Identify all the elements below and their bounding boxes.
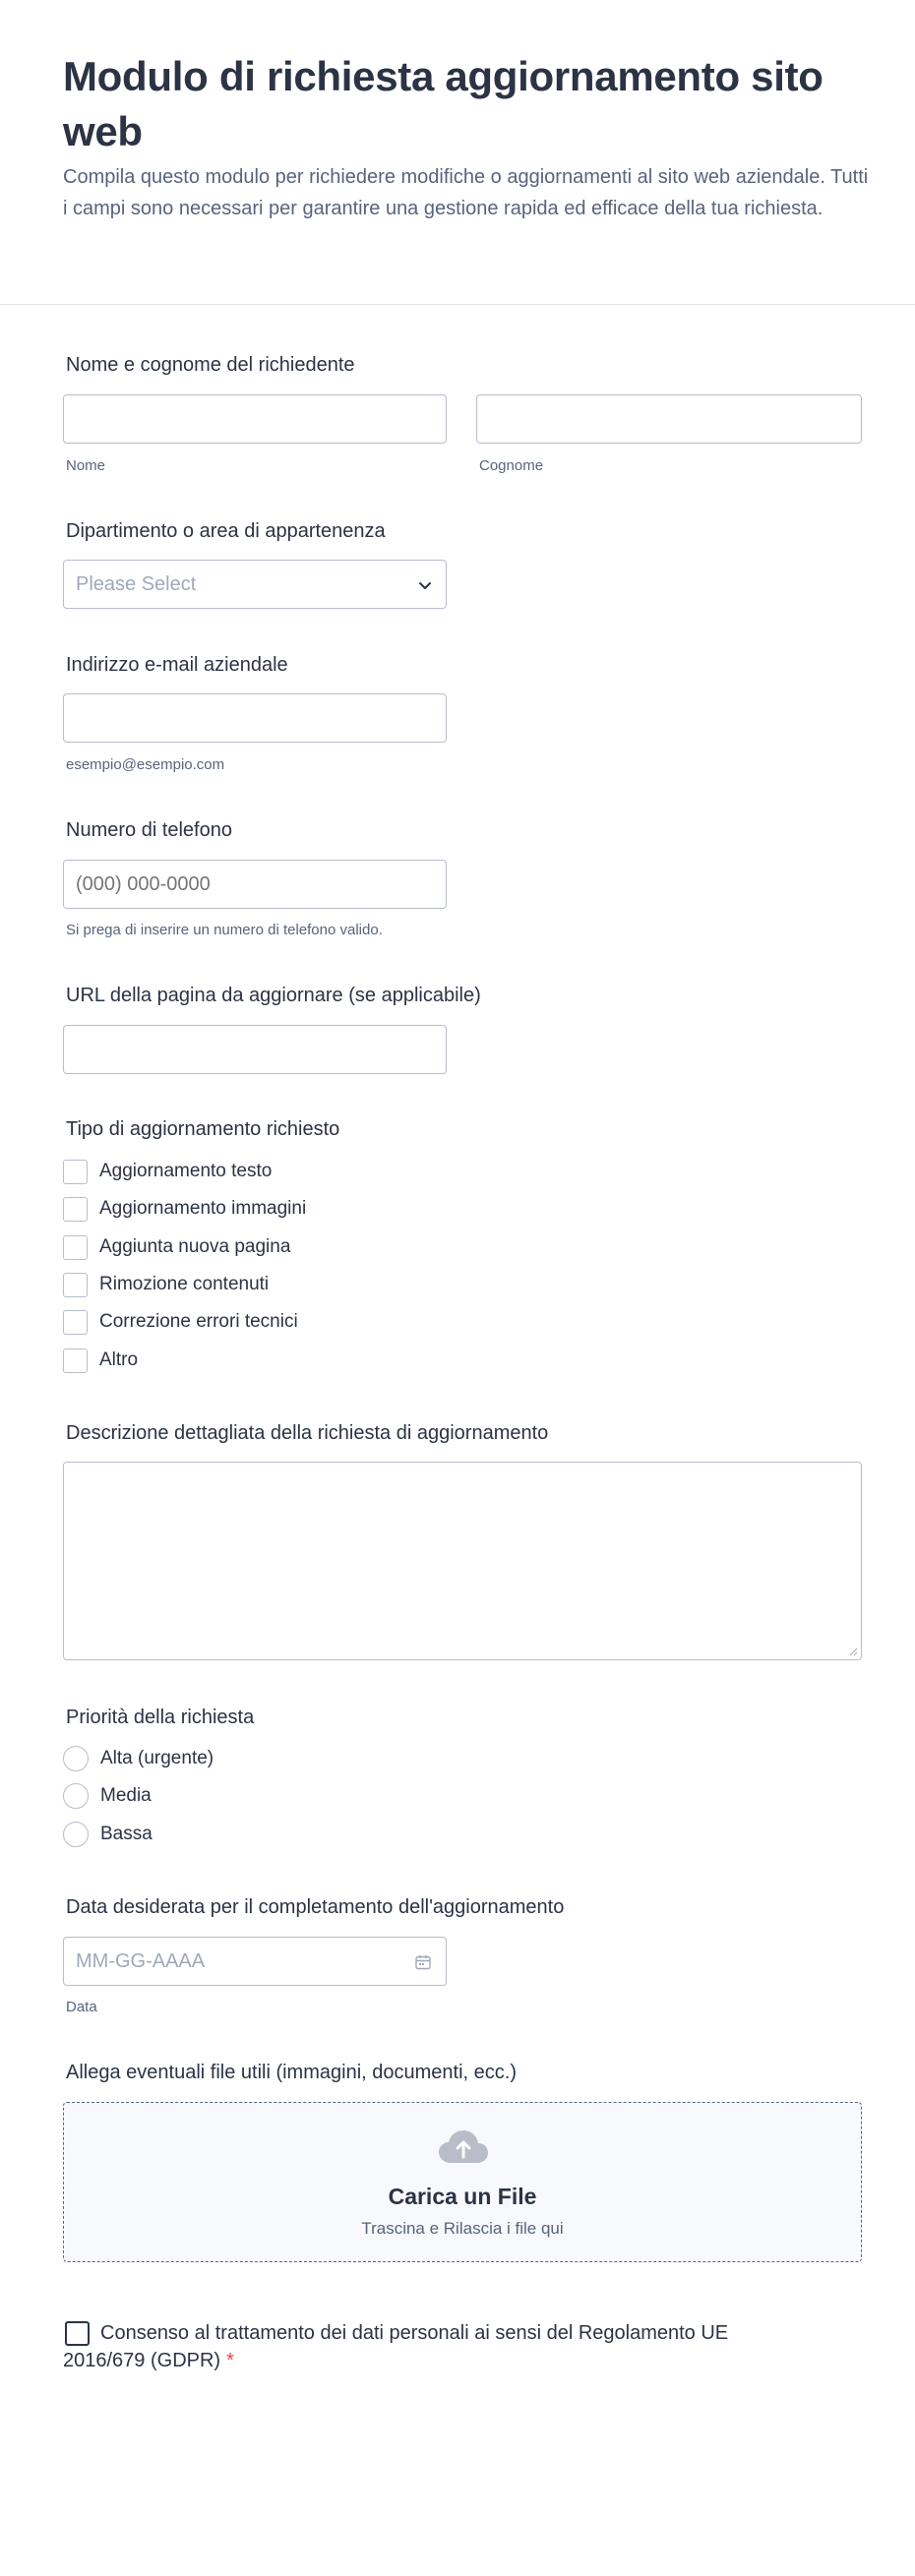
update-type-option[interactable] bbox=[63, 1348, 138, 1373]
update-type-option[interactable] bbox=[63, 1309, 298, 1335]
checkbox[interactable] bbox=[63, 1160, 88, 1184]
priority-label: Priorità della richiesta bbox=[66, 1707, 255, 1728]
option-label: Altro bbox=[99, 1349, 139, 1370]
upload-title: Carica un File bbox=[388, 2184, 537, 2209]
consent-text: Consenso al trattamento dei dati personali ai sensi del Regolamento UE 2016/679 (GDPR) bbox=[63, 2322, 729, 2371]
priority-option[interactable] bbox=[63, 1783, 152, 1809]
name-label: Nome e cognome del richiedente bbox=[66, 354, 355, 376]
url-label: URL della pagina da aggiornare (se applicabile) bbox=[66, 985, 481, 1006]
phone-sublabel: Si prega di inserire un numero di telefono valido. bbox=[66, 922, 383, 938]
cloud-upload-icon bbox=[437, 2127, 490, 2167]
date-label: Data desiderata per il completamento dell'aggiornamento bbox=[66, 1896, 565, 1918]
radio-button[interactable] bbox=[63, 1783, 89, 1809]
form-title: Modulo di richiesta aggiornamento sito web bbox=[63, 53, 824, 154]
option-label: Aggiornamento immagini bbox=[99, 1198, 307, 1219]
update-type-option[interactable] bbox=[63, 1234, 290, 1260]
option-label: Aggiunta nuova pagina bbox=[99, 1236, 291, 1257]
required-mark: * bbox=[226, 2350, 234, 2371]
radio-button[interactable] bbox=[63, 1822, 89, 1847]
option-label: Bassa bbox=[100, 1824, 152, 1844]
option-label: Aggiornamento testo bbox=[99, 1161, 273, 1181]
details-textarea[interactable] bbox=[63, 1462, 862, 1660]
update-type-option[interactable] bbox=[63, 1159, 272, 1184]
date-sublabel: Data bbox=[66, 1999, 97, 2015]
email-label: Indirizzo e-mail aziendale bbox=[66, 654, 288, 676]
date-placeholder: MM-GG-AAAA bbox=[76, 1949, 206, 1972]
checkbox[interactable] bbox=[63, 1235, 88, 1260]
update-type-label: Tipo di aggiornamento richiesto bbox=[66, 1118, 340, 1140]
department-placeholder: Please Select bbox=[76, 572, 197, 595]
chevron-down-icon bbox=[416, 576, 434, 594]
checkbox[interactable] bbox=[63, 1273, 88, 1297]
phone-input[interactable] bbox=[63, 860, 447, 909]
option-label: Alta (urgente) bbox=[100, 1748, 214, 1768]
details-label: Descrizione dettagliata della richiesta di aggiornamento bbox=[66, 1422, 549, 1444]
url-input[interactable] bbox=[63, 1025, 447, 1074]
resize-handle-icon[interactable] bbox=[848, 1647, 858, 1656]
option-label: Correzione errori tecnici bbox=[99, 1311, 298, 1332]
file-upload-dropzone[interactable] bbox=[63, 2102, 862, 2262]
date-input[interactable] bbox=[63, 1937, 447, 1986]
consent-checkbox[interactable] bbox=[65, 2321, 90, 2346]
phone-label: Numero di telefono bbox=[66, 819, 232, 841]
radio-button[interactable] bbox=[63, 1746, 89, 1771]
department-label: Dipartimento o area di appartenenza bbox=[66, 520, 386, 542]
update-type-option[interactable] bbox=[63, 1196, 306, 1222]
upload-subtitle: Trascina e Rilascia i file qui bbox=[361, 2219, 564, 2238]
consent-label bbox=[63, 2319, 811, 2374]
checkbox[interactable] bbox=[63, 1197, 88, 1222]
upload-label: Allega eventuali file utili (immagini, documenti, ecc.) bbox=[66, 2062, 517, 2083]
checkbox[interactable] bbox=[63, 1310, 88, 1335]
checkbox[interactable] bbox=[63, 1348, 88, 1373]
option-label: Media bbox=[100, 1785, 152, 1806]
first-name-input[interactable] bbox=[63, 394, 447, 444]
form-description: Compila questo modulo per richiedere modifiche o aggiornamenti al sito web aziendale. Tutti i campi sono necessari per garantire una gestione rapida ed efficace della tua richiesta. bbox=[63, 166, 869, 219]
update-type-option[interactable] bbox=[63, 1272, 269, 1297]
email-input[interactable] bbox=[63, 693, 447, 743]
department-select[interactable] bbox=[63, 560, 447, 609]
form-header bbox=[0, 0, 915, 305]
priority-option[interactable] bbox=[63, 1746, 214, 1771]
option-label: Rimozione contenuti bbox=[99, 1274, 270, 1294]
last-name-input[interactable] bbox=[476, 394, 862, 444]
calendar-icon[interactable] bbox=[414, 1953, 432, 1971]
first-name-sublabel: Nome bbox=[66, 457, 106, 474]
priority-option[interactable] bbox=[63, 1822, 152, 1847]
last-name-sublabel: Cognome bbox=[479, 457, 544, 474]
email-sublabel: esempio@esempio.com bbox=[66, 756, 225, 773]
